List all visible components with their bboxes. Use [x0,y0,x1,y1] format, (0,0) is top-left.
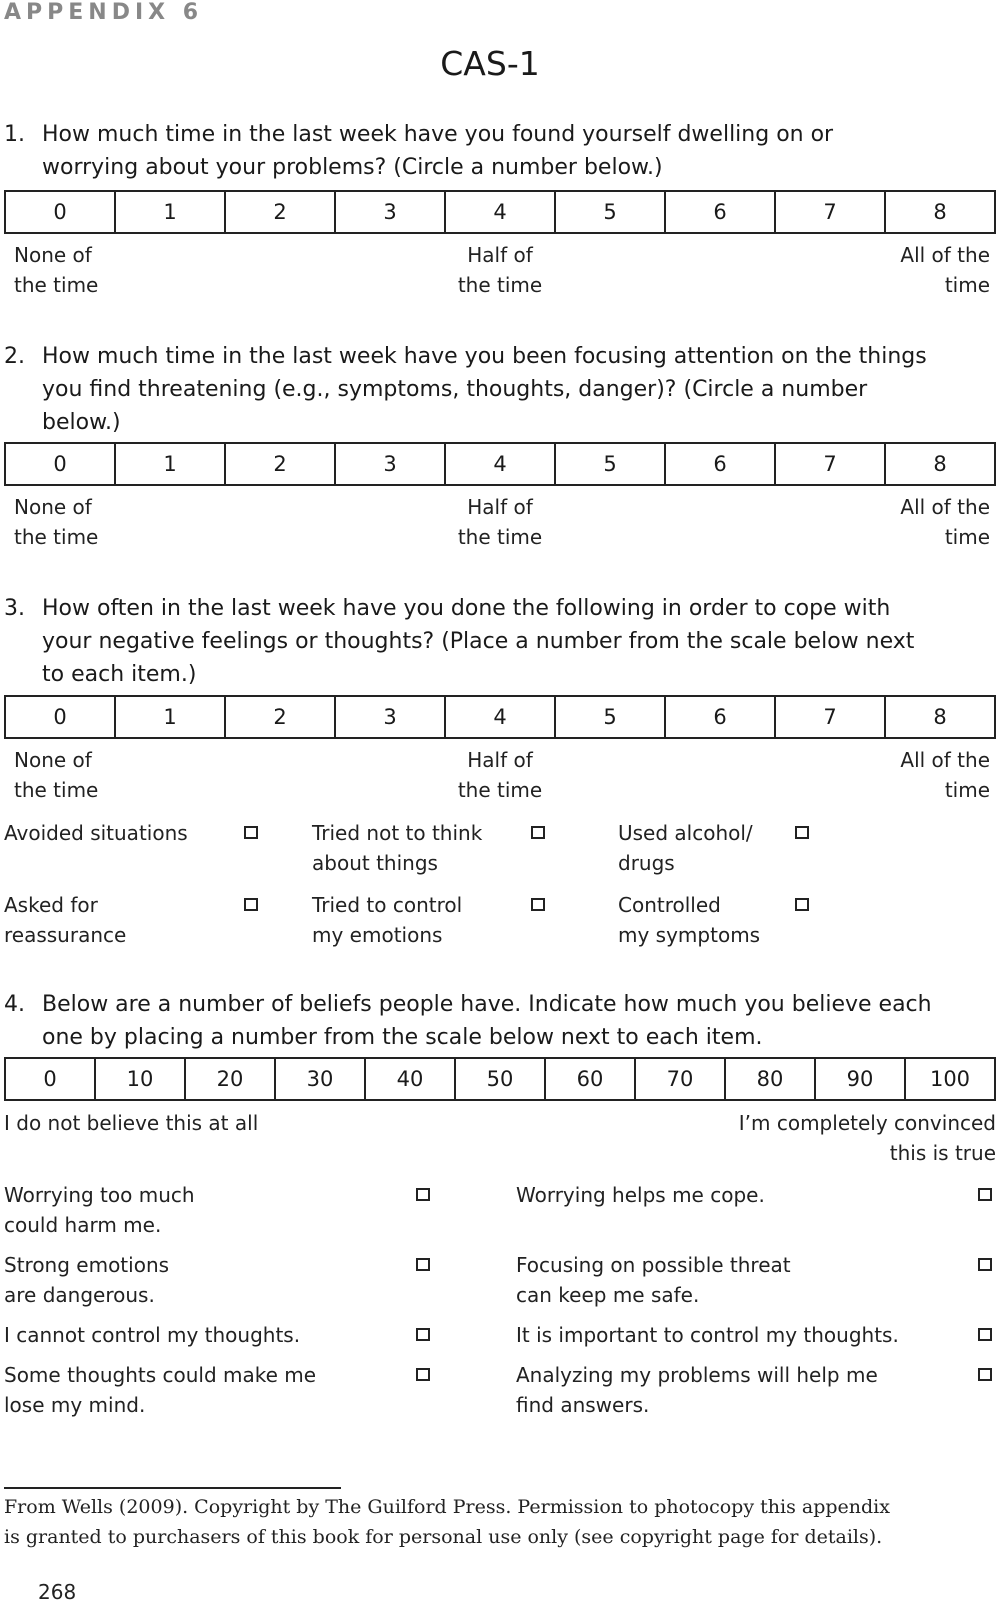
checkbox[interactable] [531,826,545,839]
anchor-line: None of [14,495,92,519]
checkbox[interactable] [244,826,258,839]
anchor-line: time [944,778,990,802]
anchor-line: I do not believe this at all [4,1111,259,1135]
item-line: about things [312,851,438,875]
anchor-line: the time [457,525,543,549]
scale-option[interactable]: 40 [365,1058,455,1100]
scale-option[interactable]: 80 [725,1058,815,1100]
scale-option[interactable]: 6 [665,443,775,485]
checkbox[interactable] [795,826,809,839]
anchor-line: the time [14,778,99,802]
belief-analyzing-problems [516,1360,878,1420]
item-line: Strong emotions [4,1253,170,1277]
anchor-not-believe [4,1108,258,1138]
question-1 [4,118,994,184]
item-tried-not-to-think [312,818,482,878]
scale-option[interactable]: 5 [555,443,665,485]
checkbox[interactable] [244,898,258,911]
scale-option[interactable]: 0 [5,696,115,738]
anchor-all [900,492,990,552]
footnote-line: is granted to purchasers of this book for personal use only (see copyright page for details). [4,1526,883,1548]
anchor-line: time [944,525,990,549]
item-line: Analyzing my problems will help me [516,1363,878,1387]
anchor-line: Half of [467,495,533,519]
item-line: Avoided situations [4,821,188,845]
scale-option[interactable]: 3 [335,191,445,233]
scale-option[interactable]: 70 [635,1058,725,1100]
appendix-label: APPENDIX 6 [4,0,204,25]
checkbox[interactable] [416,1368,430,1381]
anchor-line: None of [14,748,92,772]
item-line: can keep me safe. [516,1283,700,1307]
scale-option[interactable]: 2 [225,696,335,738]
scale-option[interactable]: 30 [275,1058,365,1100]
checkbox[interactable] [978,1258,992,1271]
anchor-line: All of the [900,243,990,267]
anchor-half [420,240,580,300]
checkbox[interactable] [978,1328,992,1341]
anchor-all [900,745,990,805]
question-text-line: worrying about your problems? (Circle a number below.) [42,155,663,180]
copyright-footnote [4,1492,996,1552]
footnote-rule [4,1487,341,1489]
anchor-line: time [944,273,990,297]
item-line: reassurance [4,923,127,947]
belief-lose-mind [4,1360,316,1420]
anchor-line: Half of [467,243,533,267]
checkbox[interactable] [978,1368,992,1381]
belief-cannot-control [4,1320,300,1350]
question-number: 3. [4,596,25,621]
question-text-line: to each item.) [42,662,197,687]
checkbox[interactable] [531,898,545,911]
item-line: Tried not to think [312,821,483,845]
anchor-none [14,240,98,300]
scale-option[interactable]: 4 [445,443,555,485]
item-line: Worrying too much [4,1183,195,1207]
question-text-line: you find threatening (e.g., symptoms, thoughts, danger)? (Circle a number [42,377,868,402]
scale-option[interactable]: 0 [5,1058,95,1100]
anchor-line: All of the [900,495,990,519]
scale-option[interactable]: 90 [815,1058,905,1100]
question-text-line: one by placing a number from the scale below next to each item. [42,1025,763,1050]
belief-worrying-cope [516,1180,765,1210]
checkbox[interactable] [416,1328,430,1341]
question-3 [4,592,994,691]
scale-option[interactable]: 60 [545,1058,635,1100]
scale-option[interactable]: 5 [555,696,665,738]
rating-scale-q3 [4,695,996,739]
question-number: 2. [4,344,25,369]
question-text-line: How much time in the last week have you found yourself dwelling on or [42,122,834,147]
item-line: are dangerous. [4,1283,155,1307]
anchor-line: the time [457,778,543,802]
item-line: Some thoughts could make me [4,1363,317,1387]
anchor-half [420,492,580,552]
item-line: Controlled [618,893,721,917]
question-number: 1. [4,122,25,147]
footnote-line: From Wells (2009). Copyright by The Guilford Press. Permission to photocopy this appendix [4,1496,890,1518]
question-4 [4,988,994,1054]
question-text-line: How much time in the last week have you been focusing attention on the things [42,344,927,369]
anchor-line: this is true [889,1141,996,1165]
scale-option[interactable]: 6 [665,191,775,233]
rating-scale-q4 [4,1057,996,1101]
item-line: Focusing on possible threat [516,1253,791,1277]
rating-scale-q2 [4,442,996,486]
belief-important-control [516,1320,899,1350]
rating-scale-q1 [4,190,996,234]
anchor-none [14,492,98,552]
scale-option[interactable]: 3 [335,443,445,485]
checkbox[interactable] [795,898,809,911]
scale-option[interactable]: 0 [5,443,115,485]
question-text-line: below.) [42,410,121,435]
scale-option[interactable]: 20 [185,1058,275,1100]
checkbox[interactable] [978,1188,992,1201]
scale-option[interactable]: 6 [665,696,775,738]
item-line: could harm me. [4,1213,162,1237]
scale-option[interactable]: 4 [445,191,555,233]
item-control-emotions [312,890,462,950]
item-line: It is important to control my thoughts. [516,1323,899,1347]
item-used-alcohol [618,818,753,878]
anchor-half [420,745,580,805]
item-asked-reassurance [4,890,126,950]
scale-option[interactable]: 7 [775,191,885,233]
page-title-text: CAS-1 [440,44,540,83]
anchor-none [14,745,98,805]
anchor-line: Half of [467,748,533,772]
anchor-line: the time [457,273,543,297]
scale-option[interactable]: 7 [775,443,885,485]
anchor-line: the time [14,273,99,297]
scale-option[interactable]: 50 [455,1058,545,1100]
item-line: lose my mind. [4,1393,146,1417]
item-line: Worrying helps me cope. [516,1183,765,1207]
checkbox[interactable] [416,1188,430,1201]
scale-option[interactable]: 100 [905,1058,995,1100]
belief-focusing-threat [516,1250,791,1310]
scale-option[interactable]: 1 [115,696,225,738]
scale-option[interactable]: 3 [335,696,445,738]
scale-option[interactable]: 7 [775,696,885,738]
item-line: my symptoms [618,923,761,947]
item-avoided-situations [4,818,188,848]
question-text-line: How often in the last week have you done the following in order to cope with [42,596,891,621]
page-title [0,44,1000,83]
scale-option[interactable]: 1 [115,191,225,233]
anchor-completely-convinced [739,1108,996,1168]
question-text-line: your negative feelings or thoughts? (Place a number from the scale below next [42,629,915,654]
scale-option[interactable]: 2 [225,443,335,485]
item-line: drugs [618,851,675,875]
anchor-line: None of [14,243,92,267]
item-line: Used alcohol/ [618,821,753,845]
anchor-line: the time [14,525,99,549]
scale-option[interactable]: 1 [115,443,225,485]
item-line: I cannot control my thoughts. [4,1323,301,1347]
scale-option[interactable]: 2 [225,191,335,233]
question-number: 4. [4,992,25,1017]
scale-option[interactable]: 10 [95,1058,185,1100]
item-line: my emotions [312,923,443,947]
scale-option[interactable]: 8 [885,696,995,738]
question-text-line: Below are a number of beliefs people have. Indicate how much you believe each [42,992,932,1017]
belief-worrying-harm [4,1180,195,1240]
item-line: Asked for [4,893,98,917]
scale-option[interactable]: 5 [555,191,665,233]
belief-strong-emotions [4,1250,169,1310]
anchor-line: All of the [900,748,990,772]
scale-option[interactable]: 8 [885,443,995,485]
question-2 [4,340,994,439]
scale-option[interactable]: 4 [445,696,555,738]
item-controlled-symptoms [618,890,760,950]
scale-option[interactable]: 0 [5,191,115,233]
anchor-line: I’m completely convinced [738,1111,996,1135]
item-line: find answers. [516,1393,650,1417]
page-number: 268 [38,1580,77,1604]
scale-option[interactable]: 8 [885,191,995,233]
item-line: Tried to control [312,893,463,917]
checkbox[interactable] [416,1258,430,1271]
anchor-all [900,240,990,300]
